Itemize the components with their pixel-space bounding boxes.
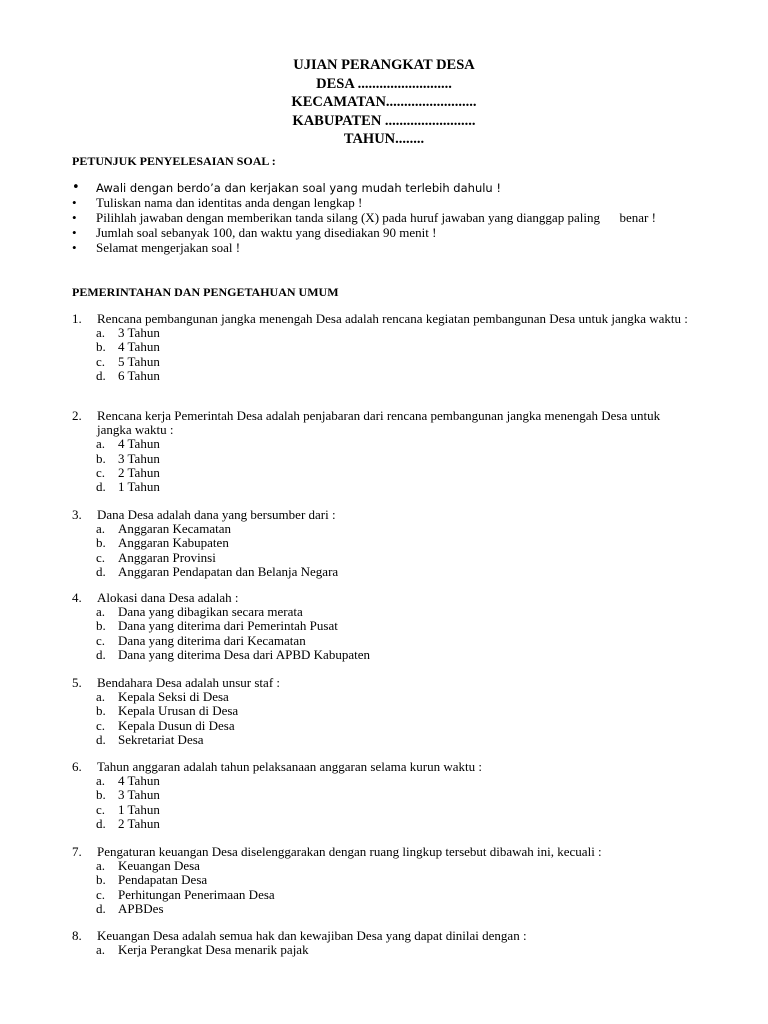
question-number: 7. bbox=[72, 844, 82, 859]
option-text: Kepala Dusun di Desa bbox=[118, 717, 235, 733]
option-c bbox=[72, 551, 692, 565]
option-letter: b. bbox=[96, 535, 106, 551]
option-letter: d. bbox=[96, 479, 106, 495]
option-b bbox=[72, 704, 692, 718]
option-text: 3 Tahun bbox=[118, 450, 160, 466]
question-5 bbox=[72, 676, 692, 747]
question-number: 3. bbox=[72, 507, 82, 522]
option-c bbox=[72, 803, 692, 817]
option-text: 1 Tahun bbox=[118, 801, 160, 817]
option-text: 2 Tahun bbox=[118, 464, 160, 480]
header-kabupaten: KABUPATEN ......................... bbox=[292, 112, 476, 129]
question-text: Rencana kerja Pemerintah Desa adalah penjabaran dari rencana pembangunan jangka menengah Desa untuk jangka waktu : bbox=[97, 408, 661, 438]
option-b bbox=[72, 536, 692, 550]
option-letter: a. bbox=[96, 773, 106, 789]
option-letter: d. bbox=[96, 563, 106, 579]
question-number: 6. bbox=[72, 759, 82, 774]
question-1 bbox=[72, 312, 692, 383]
option-letter: c. bbox=[96, 464, 106, 480]
question-text: Pengaturan keuangan Desa diselenggarakan dengan ruang lingkup tersebut dibawah ini, kecuali : bbox=[97, 844, 602, 859]
option-a bbox=[72, 522, 692, 536]
question-number: 4. bbox=[72, 590, 82, 605]
option-b bbox=[72, 452, 692, 466]
option-letter: c. bbox=[96, 353, 106, 369]
option-b bbox=[72, 873, 692, 887]
option-d bbox=[72, 369, 692, 383]
option-c bbox=[72, 634, 692, 648]
option-b bbox=[72, 340, 692, 354]
instruction-item: • Selamat mengerjakan soal ! bbox=[72, 241, 692, 256]
option-letter: d. bbox=[96, 646, 106, 662]
option-letter: b. bbox=[96, 787, 106, 803]
question-2 bbox=[72, 409, 692, 494]
question-7 bbox=[72, 845, 692, 916]
question-text: Dana Desa adalah dana yang bersumber dari : bbox=[97, 507, 336, 522]
option-text: Dana yang dibagikan secara merata bbox=[118, 604, 303, 620]
option-letter: c. bbox=[96, 886, 106, 902]
question-4 bbox=[72, 591, 692, 662]
option-c bbox=[72, 466, 692, 480]
question-text: Alokasi dana Desa adalah : bbox=[97, 590, 239, 605]
option-text: Anggaran Kabupaten bbox=[118, 535, 229, 551]
question-number: 2. bbox=[72, 408, 82, 423]
header-tahun: TAHUN........ bbox=[343, 131, 425, 147]
option-text: 2 Tahun bbox=[118, 815, 160, 831]
option-text: 4 Tahun bbox=[118, 339, 160, 355]
option-text: 1 Tahun bbox=[118, 479, 160, 495]
instructions-list bbox=[72, 181, 692, 256]
option-letter: a. bbox=[96, 942, 106, 958]
option-a bbox=[72, 605, 692, 619]
option-letter: a. bbox=[96, 604, 106, 620]
option-letter: d. bbox=[96, 815, 106, 831]
option-a bbox=[72, 774, 692, 788]
option-a bbox=[72, 943, 692, 957]
option-d bbox=[72, 733, 692, 747]
option-letter: c. bbox=[96, 632, 106, 648]
option-text: Dana yang diterima dari Kecamatan bbox=[118, 632, 306, 648]
question-8 bbox=[72, 929, 692, 957]
header-kecamatan: KECAMATAN......................... bbox=[291, 94, 477, 110]
option-letter: d. bbox=[96, 731, 106, 747]
instruction-item: • Jumlah soal sebanyak 100, dan waktu yang disediakan 90 menit ! bbox=[72, 226, 692, 241]
option-a bbox=[72, 326, 692, 340]
option-b bbox=[72, 788, 692, 802]
option-letter: c. bbox=[96, 801, 106, 817]
question-text: Tahun anggaran adalah tahun pelaksanaan anggaran selama kurun waktu : bbox=[97, 759, 482, 774]
option-letter: b. bbox=[96, 339, 106, 355]
question-text: Rencana pembangunan jangka menengah Desa adalah rencana kegiatan pembangunan Desa untuk jangka waktu : bbox=[97, 311, 688, 326]
option-text: Kepala Seksi di Desa bbox=[118, 689, 229, 705]
option-text: Kerja Perangkat Desa menarik pajak bbox=[118, 942, 309, 958]
question-6 bbox=[72, 760, 692, 831]
option-letter: b. bbox=[96, 703, 106, 719]
question-text: Keuangan Desa adalah semua hak dan kewajiban Desa yang dapat dinilai dengan : bbox=[97, 928, 527, 943]
option-d bbox=[72, 902, 692, 916]
question-3 bbox=[72, 508, 692, 579]
question-number: 8. bbox=[72, 928, 82, 943]
option-d bbox=[72, 817, 692, 831]
instruction-item: • Pilihlah jawaban dengan memberikan tanda silang (X) pada huruf jawaban yang dianggap paling benar ! bbox=[72, 211, 692, 226]
option-letter: a. bbox=[96, 521, 106, 537]
option-text: Kepala Urusan di Desa bbox=[118, 703, 239, 719]
option-letter: c. bbox=[96, 549, 106, 565]
option-text: Anggaran Provinsi bbox=[118, 549, 216, 565]
option-d bbox=[72, 480, 692, 494]
option-letter: b. bbox=[96, 450, 106, 466]
option-text: Perhitungan Penerimaan Desa bbox=[118, 886, 275, 902]
option-letter: a. bbox=[96, 325, 106, 341]
instruction-item: • Awali dengan berdo’a dan kerjakan soal yang mudah terlebih dahulu ! bbox=[72, 181, 692, 196]
option-text: 3 Tahun bbox=[118, 787, 160, 803]
option-text: 3 Tahun bbox=[118, 325, 160, 341]
option-text: 4 Tahun bbox=[118, 436, 160, 452]
question-text: Bendahara Desa adalah unsur staf : bbox=[97, 675, 281, 690]
option-letter: a. bbox=[96, 436, 106, 452]
option-c bbox=[72, 355, 692, 369]
exam-header bbox=[0, 56, 768, 149]
option-text: Pendapatan Desa bbox=[118, 872, 208, 888]
option-text: Anggaran Kecamatan bbox=[118, 521, 231, 537]
section-title: PEMERINTAHAN DAN PENGETAHUAN UMUM bbox=[72, 285, 339, 299]
option-d bbox=[72, 565, 692, 579]
option-text: 5 Tahun bbox=[118, 353, 160, 369]
option-text: Anggaran Pendapatan dan Belanja Negara bbox=[118, 563, 339, 579]
option-a bbox=[72, 859, 692, 873]
option-text: 6 Tahun bbox=[118, 367, 160, 383]
option-a bbox=[72, 690, 692, 704]
option-text: Dana yang diterima Desa dari APBD Kabupaten bbox=[118, 646, 370, 662]
instructions-title: PETUNJUK PENYELESAIAN SOAL : bbox=[72, 154, 276, 168]
option-c bbox=[72, 719, 692, 733]
option-text: Sekretariat Desa bbox=[118, 731, 204, 747]
header-title: UJIAN PERANGKAT DESA bbox=[293, 57, 475, 73]
option-b bbox=[72, 619, 692, 633]
option-letter: d. bbox=[96, 367, 106, 383]
instruction-item: • Tuliskan nama dan identitas anda dengan lengkap ! bbox=[72, 196, 692, 211]
option-letter: b. bbox=[96, 618, 106, 634]
option-a bbox=[72, 437, 692, 451]
option-letter: a. bbox=[96, 689, 106, 705]
option-d bbox=[72, 648, 692, 662]
option-text: 4 Tahun bbox=[118, 773, 160, 789]
question-number: 5. bbox=[72, 675, 82, 690]
question-number: 1. bbox=[72, 311, 82, 326]
option-c bbox=[72, 888, 692, 902]
option-text: Dana yang diterima dari Pemerintah Pusat bbox=[118, 618, 338, 634]
option-letter: b. bbox=[96, 872, 106, 888]
header-desa: DESA .......................... bbox=[316, 75, 452, 92]
option-text: APBDes bbox=[118, 900, 164, 916]
option-text: Keuangan Desa bbox=[118, 858, 200, 874]
option-letter: a. bbox=[96, 858, 106, 874]
option-letter: d. bbox=[96, 900, 106, 916]
option-letter: c. bbox=[96, 717, 106, 733]
